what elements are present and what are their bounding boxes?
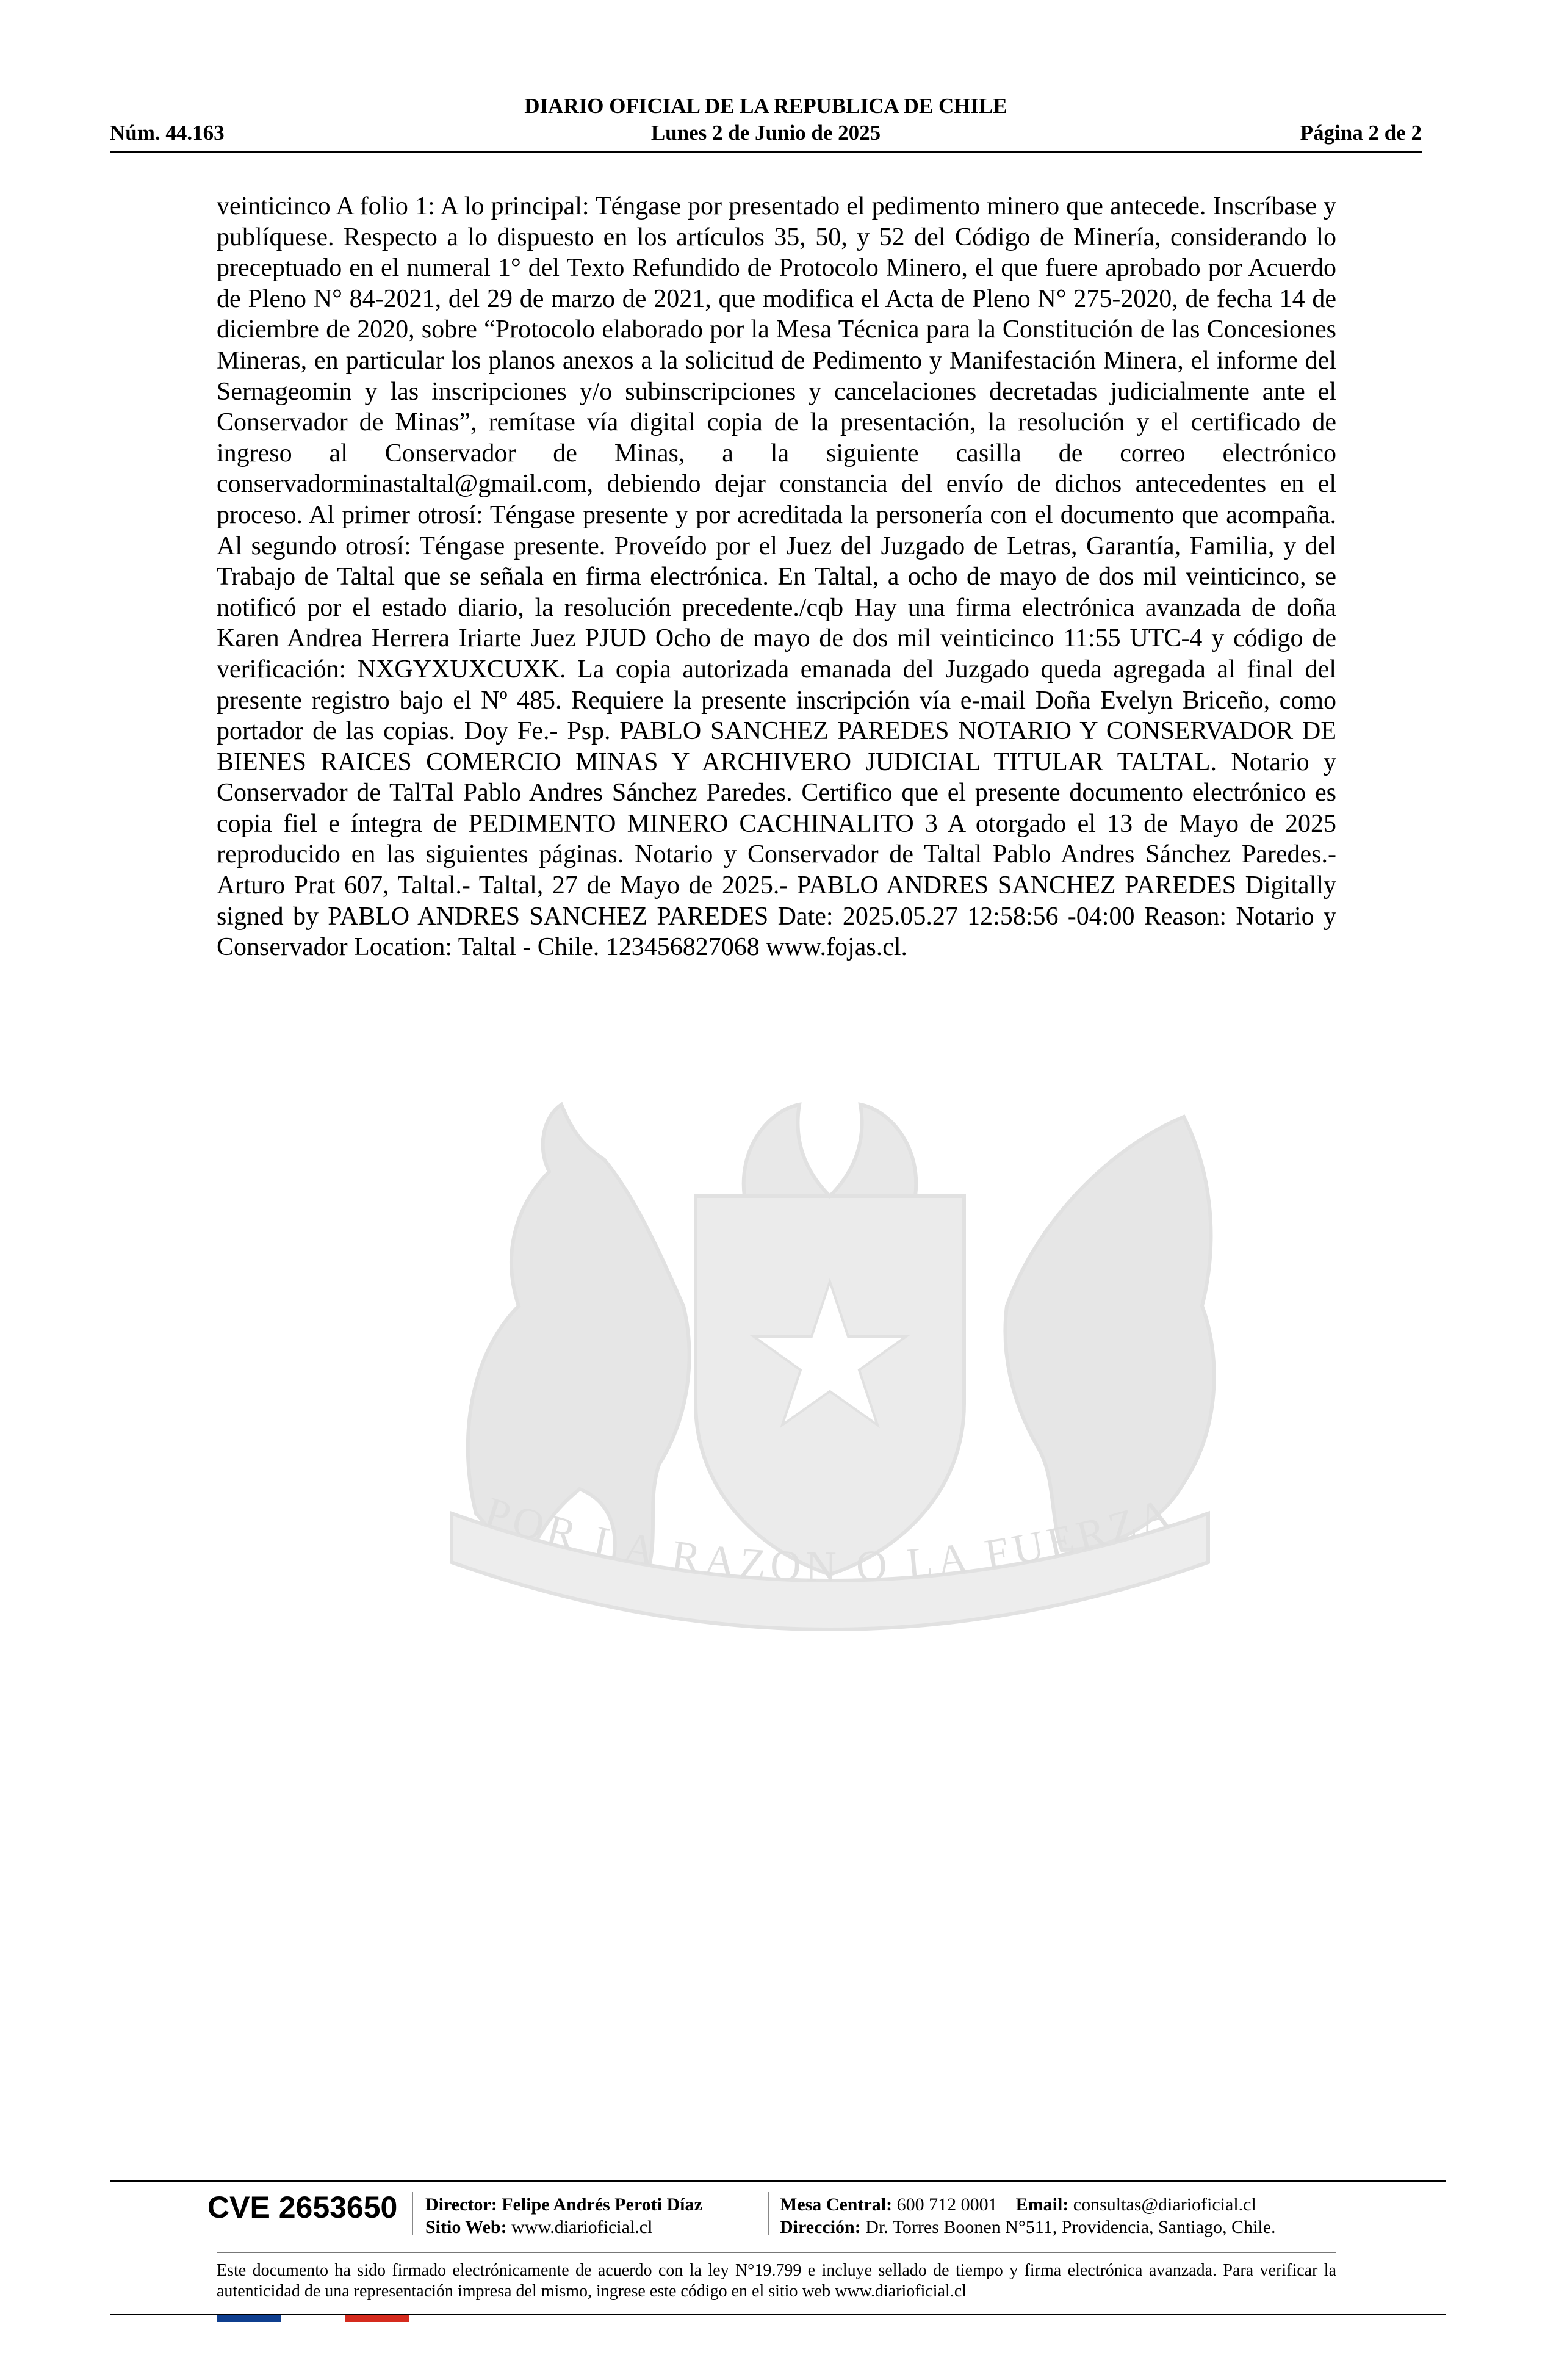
flag-blue-segment [217,2315,281,2322]
flag-white-segment [281,2315,345,2322]
condor-icon [1005,1117,1214,1550]
coat-of-arms-watermark [317,964,1342,1697]
email-link[interactable]: consultas@diarioficial.cl [1073,2194,1256,2215]
footer-director-block: Director: Felipe Andrés Peroti Díaz Sitio Web: www.diarioficial.cl [425,2194,702,2237]
page-number: Página 2 de 2 [1300,121,1422,145]
footer-top-rule [110,2180,1446,2182]
footer-divider [768,2192,769,2235]
footer-mid-rule [217,2252,1336,2253]
cve-code: CVE 2653650 [207,2190,398,2224]
footer-contact-block: Mesa Central: 600 712 0001 Email: consultas@diarioficial.cl Dirección: Dr. Torres Boonen N°511, Providencia, Santiago, Chile. [780,2194,1276,2237]
website-link[interactable]: www.diarioficial.cl [511,2217,653,2237]
issue-number: Núm. 44.163 [110,121,225,145]
flag-red-segment [345,2315,409,2322]
page-header [110,92,1422,153]
footer-divider [412,2192,413,2235]
motto-text: POR LA RAZON O LA FUERZA [479,1488,1181,1591]
issue-date: Lunes 2 de Junio de 2025 [650,121,881,145]
newspaper-title: DIARIO OFICIAL DE LA REPUBLICA DE CHILE [524,94,1007,118]
header-rule [110,151,1422,153]
footer-legal-note: Este documento ha sido firmado electrónicamente de acuerdo con la ley N°19.799 e incluye sellado de tiempo y firma electrónica avanzada. Para verificar la autenticidad de una representación impresa del mismo, ingrese este código en el sitio web www.diarioficial.cl [217,2261,1336,2301]
chile-flag-stripe [217,2315,409,2322]
document-body: veinticinco A folio 1: A lo principal: Téngase por presentado el pedimento minero que antecede. Inscríbase y publíquese. Respecto a lo dispuesto en los artículos 35, 50, y 52 del Código de Minería, considerando lo preceptuado en el numeral 1° del Texto Refundido de Protocolo Minero, el que fuere aprobado por Acuerdo de Pleno N° 84-2021, del 29 de marzo de 2021, que modifica el Acta de Pleno N° 275-2020, de fecha 14 de diciembre de 2020, sobre “Protocolo elaborado por la Mesa Técnica para la Constitución de las Concesiones Mineras, en particular los planos anexos a la solicitud de Pedimento y Manifestación Minera, el informe del Sernageomin y las inscripciones y/o subinscripciones y cancelaciones decretadas judicialmente ante el Conservador de Minas”, remítase vía digital copia de la presentación, la resolución y el certificado de ingreso al Conservador de Minas, a la siguiente casilla de correo electrónico conservadorminastaltal@gmail.com, debiendo dejar constancia del envío de dichos antecedentes en el proceso. Al primer otrosí: Téngase presente y por acreditada la personería con el documento que acompaña. Al segundo otrosí: Téngase presente. Proveído por el Juez del Juzgado de Letras, Garantía, Familia, y del Trabajo de Taltal que se señala en firma electrónica. En Taltal, a ocho de mayo de dos mil veinticinco, se notificó por el estado diario, la resolución precedente./cqb Hay una firma electrónica avanzada de doña Karen Andrea Herrera Iriarte Juez PJUD Ocho de mayo de dos mil veinticinco 11:55 UTC-4 y código de verificación: NXGYXUXCUXK. La copia autorizada emanada del Juzgado queda agregada al final del presente registro bajo el Nº 485. Requiere la presente inscripción vía e-mail Doña Evelyn Briceño, como portador de las copias. Doy Fe.- Psp. PABLO SANCHEZ PAREDES NOTARIO Y CONSERVADOR DE BIENES RAICES COMERCIO MINAS Y ARCHIVERO JUDICIAL TITULAR TALTAL. Notario y Conservador de TalTal Pablo Andres Sánchez Paredes. Certifico que el presente documento electrónico es copia fiel e íntegra de PEDIMENTO MINERO CACHINALITO 3 A otorgado el 13 de Mayo de 2025 reproducido en las siguientes páginas. Notario y Conservador de Taltal Pablo Andres Sánchez Paredes.- Arturo Prat 607, Taltal.- Taltal, 27 de Mayo de 2025.- PABLO ANDRES SANCHEZ PAREDES Digitally signed by PABLO ANDRES SANCHEZ PAREDES Date: 2025.05.27 12:58:56 -04:00 Reason: Notario y Conservador Location: Taltal - Chile. 123456827068 www.fojas.cl. [217,192,1336,962]
